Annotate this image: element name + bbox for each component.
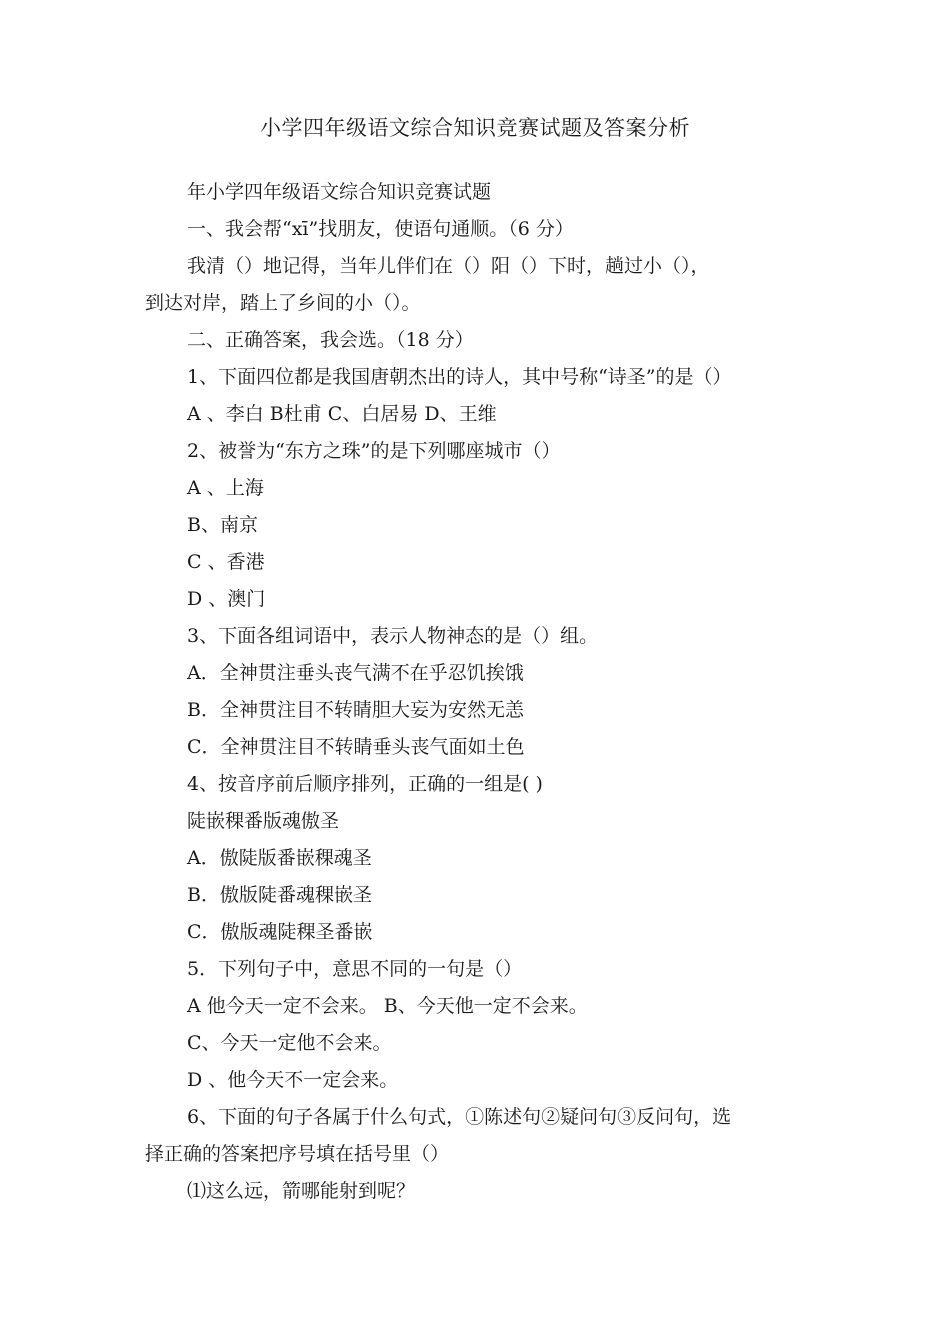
text-line: ⑴这么远，箭哪能射到呢？: [187, 1180, 416, 1202]
text-line: 3、下面各组词语中，表示人物神态的是（）组。: [187, 625, 599, 647]
text-line: A．全神贯注垂头丧气满不在乎忍饥挨饿: [187, 662, 524, 684]
text-line: B．傲版陡番魂稞嵌圣: [187, 884, 372, 906]
text-line: 择正确的答案把序号填在括号里（）: [145, 1143, 450, 1165]
text-line: 4、按音序前后顺序排列，正确的一组是( ): [187, 773, 543, 795]
document-title: 小学四年级语文综合知识竞赛试题及答案分析: [260, 116, 690, 140]
text-line: B．全神贯注目不转睛胆大妄为安然无恙: [187, 699, 524, 721]
text-line: 6、下面的句子各属于什么句式，①陈述句②疑问句③反问句，选: [187, 1106, 732, 1128]
text-line: 一、我会帮“xī”找朋友，使语句通顺。（6 分）: [187, 218, 574, 240]
text-line: 年小学四年级语文综合知识竞赛试题: [187, 181, 492, 203]
text-line: 我清（）地记得，当年儿伴们在（）阳（）下时，趟过小（），: [187, 255, 710, 277]
text-line: A．傲陡版番嵌稞魂圣: [187, 847, 372, 869]
text-line: C 、香港: [187, 551, 265, 573]
text-line: 1、下面四位都是我国唐朝杰出的诗人，其中号称“诗圣”的是（）: [187, 366, 732, 388]
text-line: 到达对岸，踏上了乡间的小（）。: [145, 292, 421, 314]
text-line: D 、他今天不一定会来。: [187, 1069, 399, 1091]
document-body: [145, 174, 825, 1210]
text-line: C．全神贯注目不转睛垂头丧气面如土色: [187, 736, 525, 758]
text-line: 5．下列句子中，意思不同的一句是（）: [187, 958, 523, 980]
text-line: A 、上海: [187, 477, 264, 499]
text-line: C．傲版魂陡稞圣番嵌: [187, 921, 373, 943]
text-line: 陡嵌稞番版魂傲圣: [187, 810, 340, 832]
text-line: D 、澳门: [187, 588, 266, 610]
text-line: A 、李白 B杜甫 C、白居易 D、王维: [187, 403, 497, 425]
text-line: A 他今天一定不会来。 B、今天他一定不会来。: [187, 995, 588, 1017]
text-line: B、南京: [187, 514, 258, 536]
text-line: 2、被誉为“东方之珠”的是下列哪座城市（）: [187, 440, 561, 462]
text-line: C、今天一定他不会来。: [187, 1032, 392, 1054]
text-line: 二、正确答案，我会选。（18 分）: [187, 329, 474, 351]
